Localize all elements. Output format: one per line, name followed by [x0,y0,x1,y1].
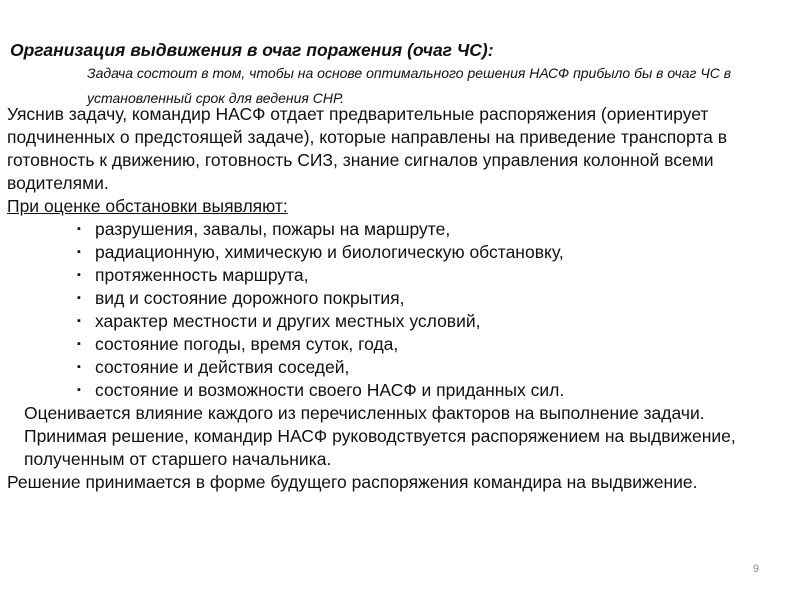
list-item: ▪ радиационную, химическую и биологическую обстановку, [77,242,564,262]
list-item: ▪ характер местности и других местных условий, [77,311,481,331]
intro-paragraph: Уяснив задачу, командир НАСФ отдает предварительные распоряжения (ориентирует подчиненных о предстоящей задаче), которые направлены на приведение транспорта в готовность к движению, готовность СИЗ, знание сигналов управления колонной всеми водителями. [7,104,728,193]
bullet-icon: ▪ [77,338,81,350]
bullet-icon: ▪ [77,292,81,304]
paragraph-decision: Принимая решение, командир НАСФ руководствуется распоряжением на выдвижение, полученным от старшего начальника. [24,426,736,469]
slide-title: Организация выдвижения в очаг поражения (очаг ЧС): [10,40,494,60]
list-item: ▪ протяженность маршрута, [77,265,309,285]
bullet-icon: ▪ [77,315,81,327]
list-item: ▪ вид и состояние дорожного покрытия, [77,288,405,308]
list-item: ▪ состояние и возможности своего НАСФ и приданных сил. [77,380,565,400]
bullet-icon: ▪ [77,384,81,396]
list-item: ▪ разрушения, завалы, пожары на маршруте, [77,219,451,239]
list-item: ▪ состояние погоды, время суток, года, [77,334,399,354]
slide-body [7,103,797,494]
bullet-icon: ▪ [77,223,81,235]
bullet-icon: ▪ [77,269,81,281]
bullet-icon: ▪ [77,361,81,373]
bullet-icon: ▪ [77,246,81,258]
page-number: 9 [752,563,759,575]
assessment-heading: При оценке обстановки выявляют: [7,196,288,216]
assessment-list [7,218,797,402]
task-description: Задача состоит в том, чтобы на основе оптимального решения НАСФ прибыло бы в очаг ЧС в установленный срок для ведения СНР. [87,65,732,106]
paragraph-order: Решение принимается в форме будущего распоряжения командира на выдвижение. [7,472,698,492]
paragraph-factors: Оценивается влияние каждого из перечисленных факторов на выполнение задачи. [24,403,705,423]
list-item: ▪ состояние и действия соседей, [77,357,350,377]
